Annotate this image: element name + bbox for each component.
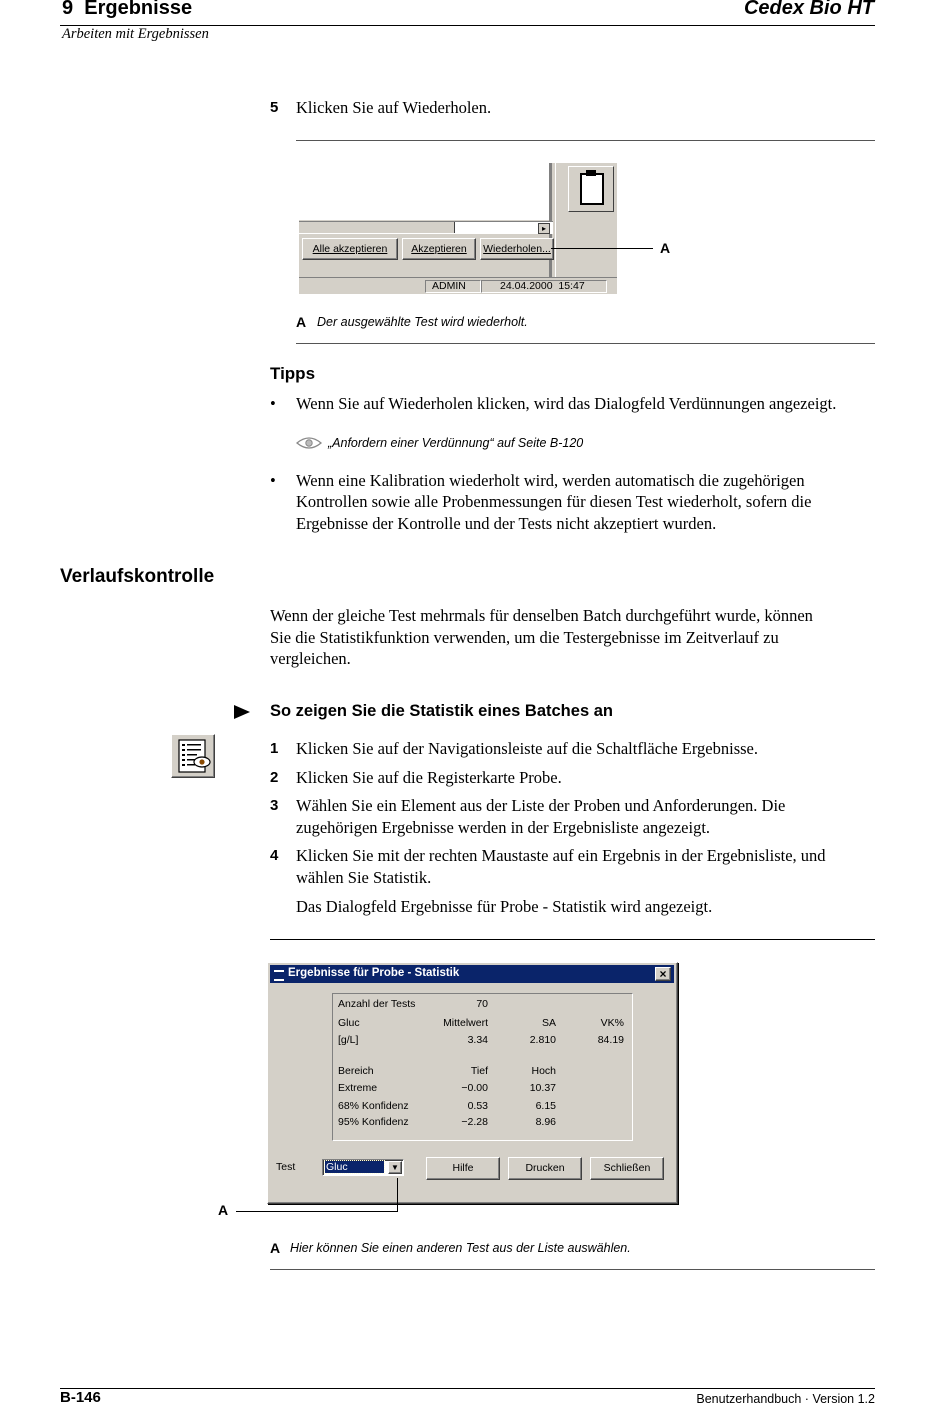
product-name: Cedex Bio HT [743, 0, 874, 19]
section-intro-line-2: Sie die Statistikfunktion verwenden, um die Testergebnisse im Zeitverlauf zu [270, 628, 779, 647]
eye-icon [296, 436, 322, 450]
accept-button[interactable]: Akzeptieren [402, 238, 476, 260]
accept-all-button[interactable]: Alle akzeptieren [302, 238, 398, 260]
tips-bullet-1: Wenn Sie auf Wiederholen klicken, wird das Dialogfeld Verdünnungen angezeigt. [296, 394, 837, 413]
step-1-text: Klicken Sie auf der Navigationsleiste auf die Schaltfläche Ergebnisse. [296, 739, 758, 758]
scroll-right-arrow-icon[interactable]: ▸ [538, 223, 550, 234]
step-3-text-line-1: Wählen Sie ein Element aus der Liste der Proben und Anforderungen. Die [296, 796, 786, 815]
dialog-title: Ergebnisse für Probe - Statistik [288, 967, 460, 979]
cross-reference[interactable]: „Anfordern einer Verdünnung“ auf Seite B-120 [328, 436, 584, 450]
status-user: ADMIN [425, 280, 481, 293]
results-list-icon [171, 734, 215, 778]
figure-1-bottom-rule [296, 343, 875, 344]
step-5-number: 5 [270, 99, 279, 116]
footer-rule [60, 1388, 875, 1389]
dropdown-arrow-icon[interactable]: ▼ [388, 1161, 402, 1174]
dialog-title-bar[interactable] [270, 965, 674, 983]
status-datetime: 24.04.2000 15:47 [481, 280, 607, 293]
step-4-result: Das Dialogfeld Ergebnisse für Probe - Statistik wird angezeigt. [296, 897, 713, 916]
tips-bullet-2-marker: • [270, 471, 276, 490]
procedure-arrow-icon [234, 705, 250, 719]
figure-1-screenshot [299, 163, 617, 293]
print-button[interactable]: Drucken [508, 1157, 582, 1180]
procedure-heading: So zeigen Sie die Statistik eines Batches an [270, 702, 613, 720]
chapter-name: Ergebnisse [84, 0, 193, 19]
figure-2-caption: Hier können Sie einen anderen Test aus der Liste auswählen. [290, 1241, 631, 1255]
chapter-number: 9 [62, 0, 74, 19]
chapter-title [62, 0, 192, 20]
repeat-button[interactable]: Wiederholen... [480, 238, 554, 260]
step-1-number: 1 [270, 740, 279, 757]
figure-2-callout-letter: A [218, 1202, 229, 1218]
tips-bullet-2-line-2: Kontrollen sowie alle Probenmessungen für diesen Test wiederholt, sofern die [296, 492, 812, 511]
section-subtitle: Arbeiten mit Ergebnissen [62, 26, 209, 42]
clipboard-icon[interactable] [568, 166, 614, 212]
step-3-number: 3 [270, 797, 279, 814]
close-button[interactable]: Schließen [590, 1157, 664, 1180]
tips-heading: Tipps [270, 364, 316, 383]
step-4-number: 4 [270, 847, 279, 864]
figure-1-caption-letter: A [296, 314, 307, 330]
test-label: Test [276, 1161, 296, 1173]
figure-1-top-rule [296, 140, 875, 141]
figure-2-callout-vertical [397, 1178, 398, 1211]
step-5-text: Klicken Sie auf Wiederholen. [296, 98, 492, 117]
page-number: B-146 [60, 1389, 101, 1406]
status-bar [299, 277, 617, 294]
step-4-text-line-1: Klicken Sie mit der rechten Maustaste auf ein Ergebnis in der Ergebnisliste, und [296, 846, 826, 865]
step-3-text-line-2: zugehörigen Ergebnisse werden in der Ergebnisliste angezeigt. [296, 818, 711, 837]
section-heading: Verlaufskontrolle [60, 566, 215, 587]
step-2-number: 2 [270, 769, 279, 786]
dialog-app-icon [274, 970, 284, 981]
section-intro-line-1: Wenn der gleiche Test mehrmals für denselben Batch durchgeführt wurde, können [270, 606, 813, 625]
step-4-text-line-2: wählen Sie Statistik. [296, 868, 432, 887]
figure-2-callout-horizontal [236, 1211, 398, 1212]
step-2-text: Klicken Sie auf die Registerkarte Probe. [296, 768, 562, 787]
tips-bullet-2-line-3: Ergebnisse der Kontrolle und der Tests nicht akzeptiert wurden. [296, 514, 717, 533]
help-button[interactable]: Hilfe [426, 1157, 500, 1180]
statistics-dialog: Ergebnisse für Probe - Statistik × Anzahl der Tests 70 Gluc Mittelwert SA VK% [g/L] 3.34 2.810 84.19 Bereich Tief Hoch Extreme −0.00 10.37 68% Konfidenz 0.53 6.15 95% Konfidenz −2.28 8.96 Test Gluc ▼ Hilfe Drucken Schließen [267, 962, 678, 1204]
figure-2-caption-letter: A [270, 1240, 281, 1256]
test-dropdown-value: Gluc [325, 1161, 384, 1173]
close-icon: × [659, 967, 667, 981]
figure-1-callout-line [551, 248, 653, 249]
tips-bullet-2-line-1: Wenn eine Kalibration wiederholt wird, werden automatisch die zugehörigen [296, 471, 805, 490]
horizontal-scrollbar[interactable] [299, 221, 553, 234]
figure-1-caption: Der ausgewählte Test wird wiederholt. [317, 315, 528, 329]
section-intro-line-3: vergleichen. [270, 649, 351, 668]
dialog-close-button[interactable] [655, 967, 671, 981]
tips-bullet-1-marker: • [270, 394, 276, 413]
figure-2-top-rule [270, 939, 875, 940]
document-version: Benutzerhandbuch · Version 1.2 [696, 1392, 875, 1406]
figure-2-bottom-rule [270, 1269, 875, 1270]
test-dropdown[interactable] [322, 1159, 404, 1176]
figure-1-callout-letter: A [660, 240, 671, 256]
